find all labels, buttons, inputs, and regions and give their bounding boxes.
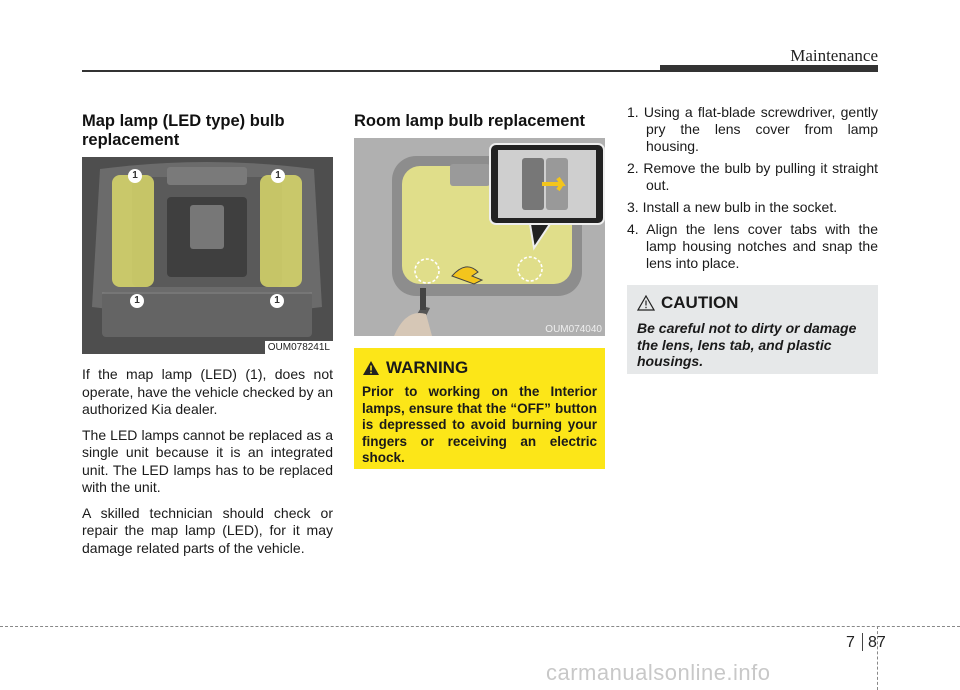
callout-1-top-right: 1 [271, 169, 285, 183]
step-item: 3. Install a new bulb in the socket. [627, 199, 838, 215]
map-lamp-text [82, 366, 333, 565]
figure-code: OUM078241L [265, 341, 333, 354]
room-lamp-heading: Room lamp bulb replacement [354, 112, 586, 130]
callout-1-bottom-left: 1 [130, 294, 144, 308]
header-rule [82, 70, 660, 72]
step-item: 4. Align the lens cover tabs with the lamp housing notches and snap the lens into place. [627, 221, 878, 271]
caution-text: Be careful not to dirty or damage the lens, lens tab, and plastic housings. [637, 320, 857, 369]
figure-code: OUM074040 [545, 324, 602, 335]
room-lamp-figure [354, 138, 605, 336]
warning-header [362, 358, 597, 378]
paragraph: If the map lamp (LED) (1), does not operate, have the vehicle checked by an authorized Kia dealer. [82, 366, 333, 417]
map-lamp-heading: Map lamp (LED type) bulb replacement [82, 112, 285, 149]
map-lamp-figure [82, 157, 333, 354]
step-item: 1. Using a flat-blade screwdriver, gently pry the lens cover from lamp housing. [627, 104, 878, 154]
callout-1-bottom-right: 1 [270, 294, 284, 308]
caution-title: CAUTION [661, 293, 739, 312]
steps-list [627, 104, 878, 272]
warning-text: Prior to working on the Interior lamps, ensure that the “OFF” button is depressed to avoid burning your fingers or receiving an electric shock. [362, 384, 597, 465]
warning-title: WARNING [386, 358, 469, 377]
header-bar [660, 65, 878, 72]
left-column [82, 112, 333, 150]
step-item: 2. Remove the bulb by pulling it straight out. [627, 160, 878, 193]
section-title: Maintenance [790, 46, 878, 65]
middle-column [354, 112, 614, 131]
warning-triangle-icon [362, 360, 380, 376]
page-number: 87 [868, 634, 886, 651]
watermark: carmanualsonline.info [546, 660, 771, 685]
caution-header [637, 293, 868, 313]
caution-box [627, 285, 878, 374]
room-lamp-illustration [354, 138, 605, 336]
callout-1-top-left: 1 [128, 169, 142, 183]
caution-triangle-icon [637, 295, 655, 311]
chapter-number: 7 [846, 634, 855, 651]
footer-rule [0, 626, 960, 627]
map-lamp-illustration [82, 157, 333, 354]
right-column [627, 104, 878, 277]
paragraph: A skilled technician should check or repair the map lamp (LED), for it may damage related parts of the vehicle. [82, 504, 333, 556]
warning-box [354, 348, 605, 469]
paragraph: The LED lamps cannot be replaced as a single unit because it is an integrated unit. The LED lamps has to be replaced with the unit. [82, 426, 333, 495]
page-number-separator [862, 633, 863, 651]
